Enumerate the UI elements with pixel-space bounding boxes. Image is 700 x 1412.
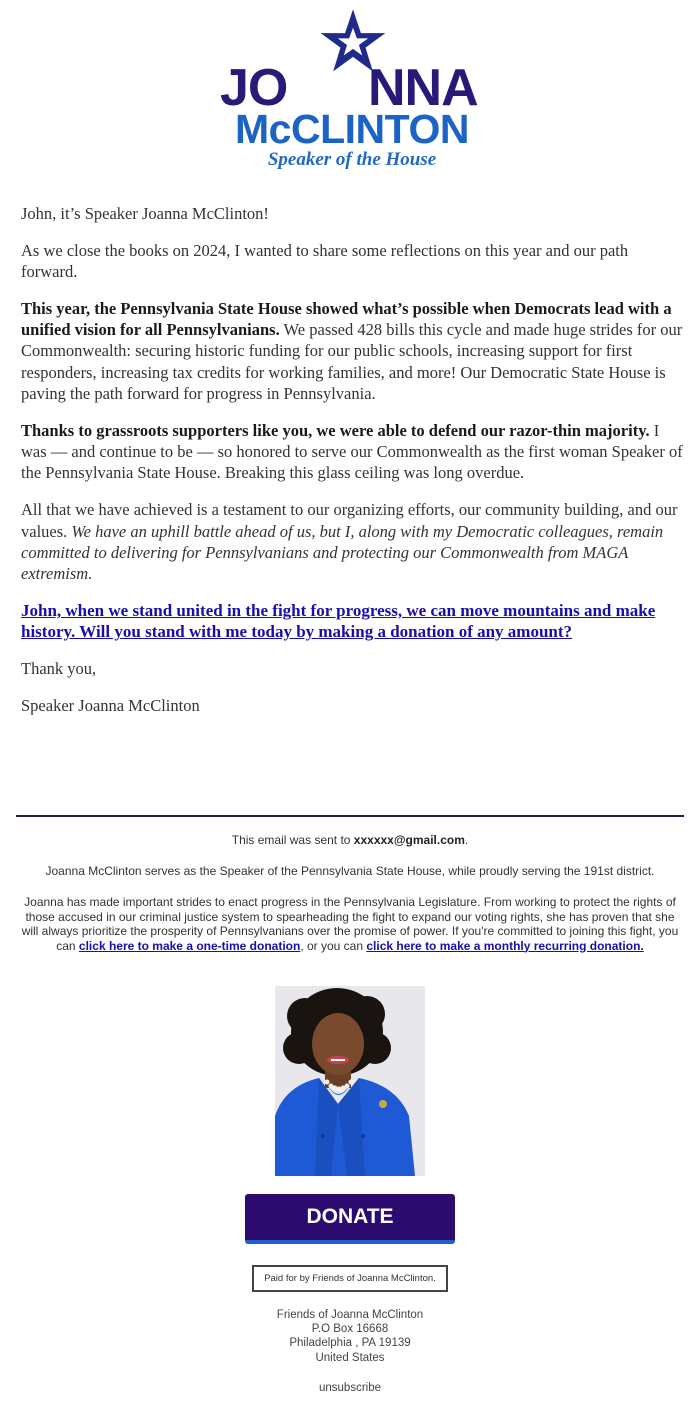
address-org: Friends of Joanna McClinton bbox=[276, 1309, 424, 1321]
sent-suffix: . bbox=[464, 833, 469, 847]
donation-cta-link[interactable]: John, when we stand united in the fight for progress, we can move mountains and make history. Will you stand with me today by making a donation of any amount? bbox=[21, 600, 656, 642]
donate-button[interactable]: DONATE bbox=[245, 1194, 455, 1244]
address-city: Philadelphia , PA 19139 bbox=[289, 1337, 411, 1350]
sent-to-notice bbox=[16, 833, 684, 848]
achievements-text: We passed 428 bills this cycle and made huge strides for our Commonwealth: securing historic funding for our public schools, increasing support for first responders, increasing tax credits for working families, and more! Our Democratic State House is paving the path forward for progress in Pennsylvania. bbox=[21, 320, 683, 404]
values-italic: We have an uphill battle ahead of us, but I, along with my Democratic colleagues, remain committed to delivering for Pennsylvanians and protecting our Commonwealth from MAGA extremism. bbox=[21, 521, 664, 584]
candidate-photo bbox=[275, 986, 425, 1176]
mailing-address bbox=[200, 1308, 500, 1365]
cta-paragraph bbox=[21, 600, 683, 643]
majority-text: I was — and continue to be — so honored to serve our Commonwealth as the first woman Speaker of the Pennsylvania State House. Breaking this glass ceiling was long overdue. bbox=[21, 420, 683, 483]
logo-tagline: Speaker of the House bbox=[267, 149, 437, 170]
logo-last-name: McCLINTON bbox=[235, 106, 469, 152]
monthly-donation-link[interactable]: click here to make a monthly recurring donation. bbox=[366, 938, 644, 953]
footer-divider bbox=[16, 815, 684, 817]
signature: Speaker Joanna McClinton bbox=[21, 695, 200, 715]
logo-first-right: NNA bbox=[368, 59, 478, 117]
recipient-email: xxxxxx@gmail.com bbox=[353, 833, 465, 847]
achievements-paragraph bbox=[21, 298, 683, 404]
or-text: , or you can bbox=[300, 938, 367, 953]
campaign-logo bbox=[218, 8, 486, 176]
values-text: All that we have achieved is a testament to our organizing efforts, our community building, and our values. bbox=[21, 500, 678, 541]
sent-prefix: This email was sent to bbox=[231, 833, 354, 847]
closing: Thank you, bbox=[21, 659, 97, 679]
values-paragraph bbox=[21, 499, 683, 584]
majority-lead: Thanks to grassroots supporters like you, we were able to defend our razor-thin majority. bbox=[21, 420, 650, 440]
logo-first-left: JO bbox=[220, 59, 288, 117]
strides-statement bbox=[16, 895, 684, 953]
strides-text: Joanna has made important strides to enact progress in the Pennsylvania Legislature. From working to protect the rights of those accused in our criminal justice system to spearheading the fight to expand our voting rights, she has proven that she will always prioritize the prosperity of Pennsylvanians over the promise of power. If you're committed to joining this fight, you can bbox=[21, 895, 679, 953]
address-country: United States bbox=[315, 1351, 385, 1364]
intro-paragraph: As we close the books on 2024, I wanted to share some reflections on this year and our path forward. bbox=[21, 240, 629, 282]
address-po-box: P.O Box 16668 bbox=[311, 1323, 389, 1336]
achievements-lead: This year, the Pennsylvania State House showed what’s possible when Democrats lead with a unified vision for all Pennsylvanians. bbox=[21, 298, 672, 340]
paid-for-disclaimer: Paid for by Friends of Joanna McClinton. bbox=[252, 1265, 448, 1292]
serves-statement: Joanna McClinton serves as the Speaker of the Pennsylvania State House, while proudly serving the 191st district. bbox=[45, 864, 655, 878]
letter-body bbox=[21, 203, 683, 732]
one-time-donation-link[interactable]: click here to make a one-time donation bbox=[78, 938, 301, 953]
majority-paragraph bbox=[21, 420, 683, 484]
greeting: John, it’s Speaker Joanna McClinton! bbox=[21, 204, 269, 223]
portrait-illustration bbox=[275, 986, 425, 1176]
unsubscribe-link[interactable]: unsubscribe bbox=[318, 1382, 381, 1394]
